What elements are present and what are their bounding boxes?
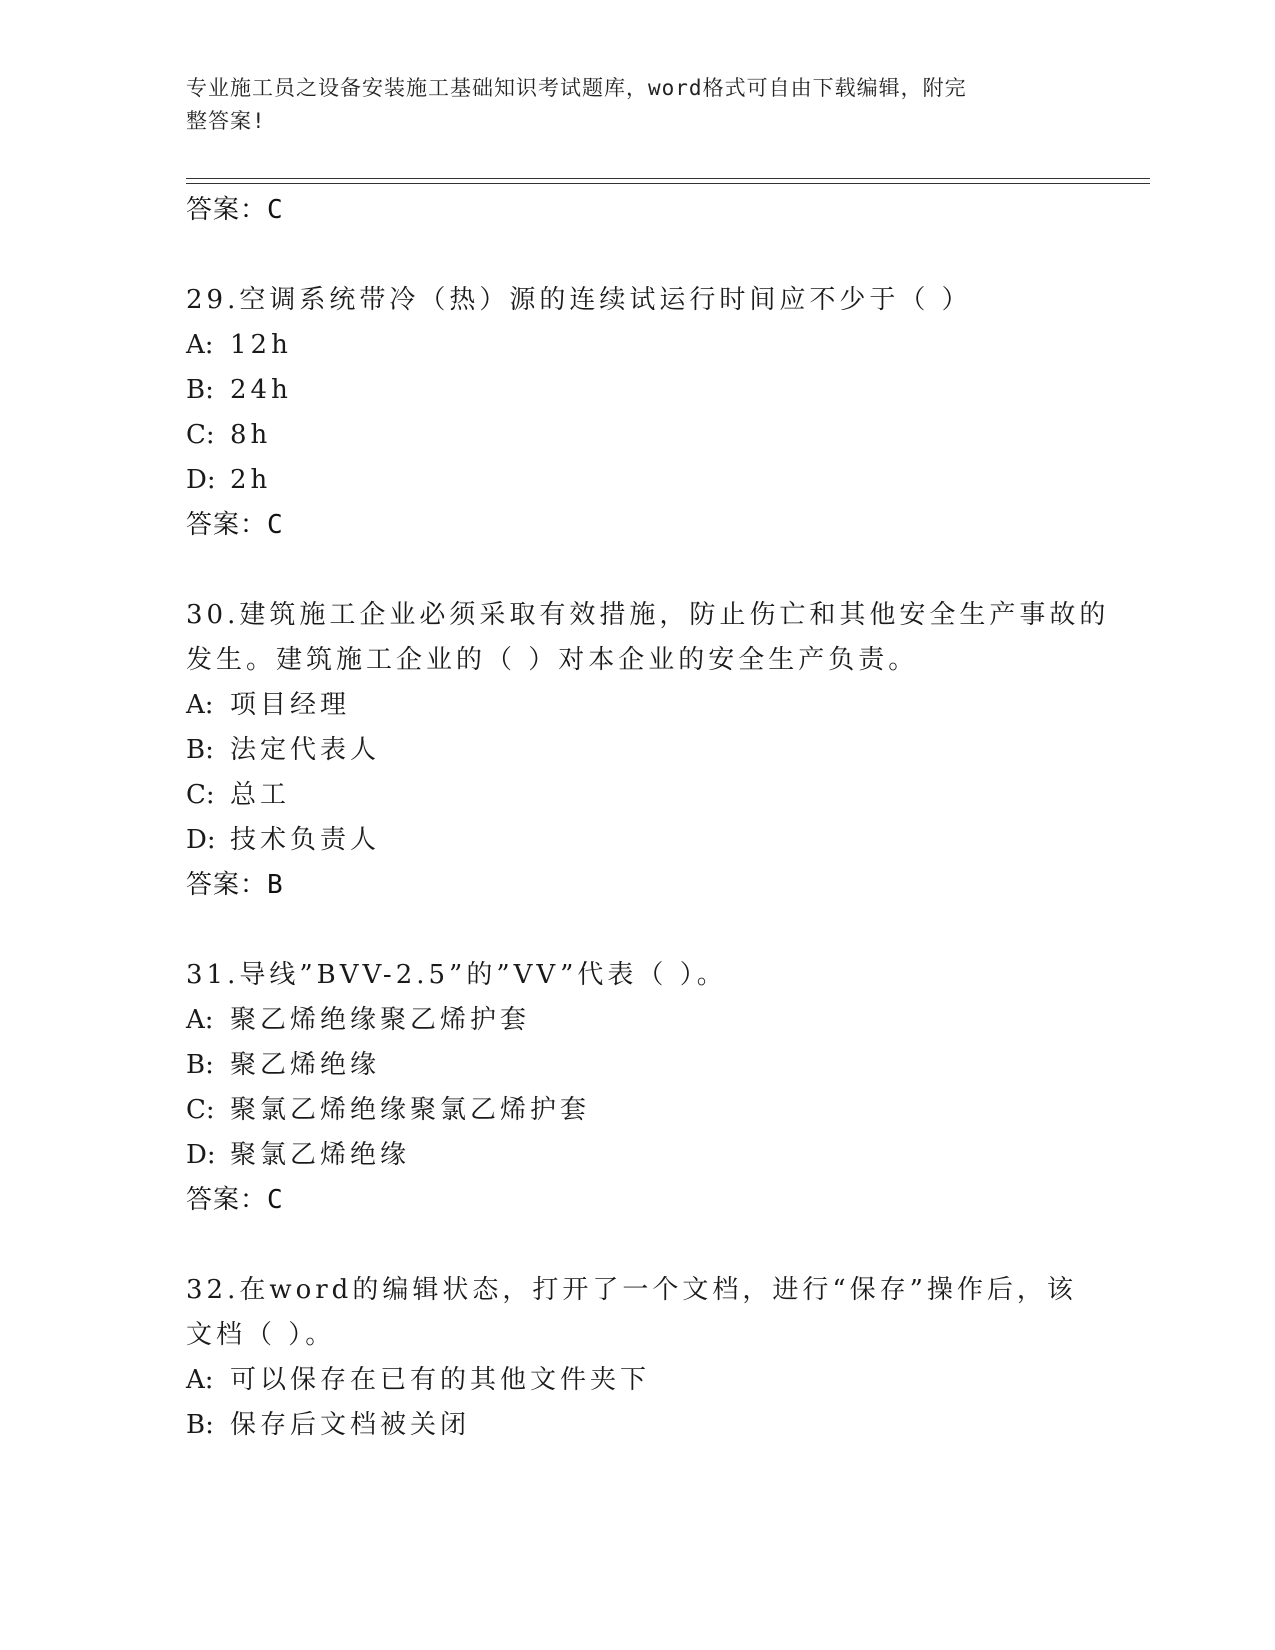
question-item bbox=[186, 1268, 1086, 1448]
question-stem bbox=[186, 593, 1110, 683]
option-text: 可以保存在已有的其他文件夹下 bbox=[230, 1365, 651, 1395]
question-stem-line: 31.导线”BVV-2.5”的”VV”代表（ ）。 bbox=[186, 960, 727, 990]
option-text: 总工 bbox=[230, 780, 291, 810]
option-b bbox=[186, 1403, 1086, 1448]
option-key: D: bbox=[186, 825, 216, 855]
option-c bbox=[186, 773, 1086, 818]
option-a bbox=[186, 323, 1086, 368]
option-c bbox=[186, 1088, 1086, 1133]
option-key: B: bbox=[186, 375, 214, 405]
question-list bbox=[186, 188, 1110, 1448]
option-d bbox=[186, 458, 1086, 503]
question-item bbox=[186, 593, 1110, 908]
option-text: 聚氯乙烯绝缘 bbox=[230, 1140, 411, 1170]
question-stem-line: 文档（ ）。 bbox=[186, 1320, 336, 1350]
option-text: 24h bbox=[230, 375, 292, 405]
option-key: C: bbox=[186, 1095, 215, 1125]
option-text: 聚乙烯绝缘 bbox=[230, 1050, 381, 1080]
question-stem-line: 30.建筑施工企业必须采取有效措施，防止伤亡和其他安全生产事故的 bbox=[186, 600, 1110, 630]
question-stem bbox=[186, 278, 1086, 323]
option-text: 8h bbox=[230, 420, 272, 450]
option-text: 保存后文档被关闭 bbox=[230, 1410, 471, 1440]
question-stem bbox=[186, 1268, 1086, 1358]
option-text: 法定代表人 bbox=[230, 735, 381, 765]
option-b bbox=[186, 368, 1086, 413]
answer-line: 答案：C bbox=[186, 195, 284, 225]
header-line: 整答案! bbox=[186, 109, 266, 133]
option-text: 聚氯乙烯绝缘聚氯乙烯护套 bbox=[230, 1095, 591, 1125]
header-divider bbox=[186, 183, 1150, 184]
option-text: 技术负责人 bbox=[230, 825, 381, 855]
option-b bbox=[186, 1043, 1086, 1088]
question-item bbox=[186, 953, 1086, 1223]
option-key: B: bbox=[186, 735, 214, 765]
option-d bbox=[186, 1133, 1086, 1178]
option-c bbox=[186, 413, 1086, 458]
option-text: 12h bbox=[230, 330, 292, 360]
answer-line: 答案：C bbox=[186, 1185, 284, 1215]
answer-line: 答案：C bbox=[186, 510, 284, 540]
document-header bbox=[186, 72, 1066, 138]
question-item bbox=[186, 278, 1086, 548]
option-a bbox=[186, 1358, 1086, 1403]
option-key: C: bbox=[186, 780, 215, 810]
option-d bbox=[186, 818, 1086, 863]
header-divider bbox=[186, 178, 1150, 179]
header-line: 专业施工员之设备安装施工基础知识考试题库，word格式可自由下载编辑，附完 bbox=[186, 76, 967, 100]
answer-line: 答案：B bbox=[186, 870, 284, 900]
option-text: 2h bbox=[230, 465, 272, 495]
option-key: D: bbox=[186, 1140, 216, 1170]
option-a bbox=[186, 683, 1086, 728]
question-stem-line: 29.空调系统带冷（热）源的连续试运行时间应不少于（ ） bbox=[186, 285, 972, 315]
option-key: D: bbox=[186, 465, 216, 495]
option-key: A: bbox=[186, 1365, 214, 1395]
option-key: B: bbox=[186, 1410, 214, 1440]
option-b bbox=[186, 728, 1086, 773]
option-a bbox=[186, 998, 1086, 1043]
option-key: A: bbox=[186, 690, 214, 720]
option-key: C: bbox=[186, 420, 215, 450]
question-stem-line: 发生。建筑施工企业的（ ）对本企业的安全生产负责。 bbox=[186, 645, 919, 675]
question-stem-line: 32.在word的编辑状态，打开了一个文档，进行“保存”操作后，该 bbox=[186, 1275, 1077, 1305]
option-key: A: bbox=[186, 330, 214, 360]
question-stem bbox=[186, 953, 1086, 998]
option-text: 聚乙烯绝缘聚乙烯护套 bbox=[230, 1005, 531, 1035]
option-key: A: bbox=[186, 1005, 214, 1035]
option-key: B: bbox=[186, 1050, 214, 1080]
option-text: 项目经理 bbox=[230, 690, 351, 720]
